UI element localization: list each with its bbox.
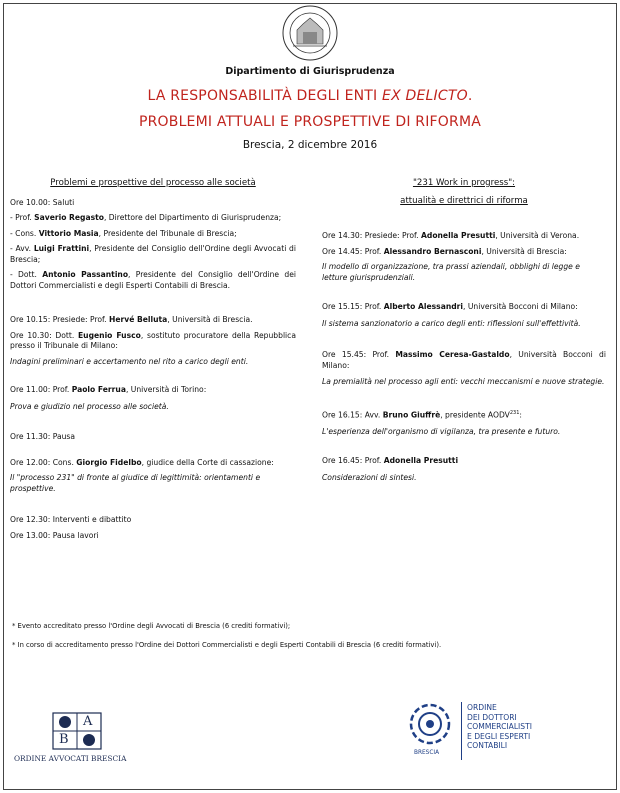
talk-topic: La premialità nel processo agli enti: vecchi meccanismi e nuove strategie. [322,377,605,386]
program-item: Ore 15.15: Prof. Alberto Alessandri, Università Bocconi di Milano: [322,302,578,311]
program-item: Ore 10.00: Saluti [10,197,75,207]
talk-topic: Indagini preliminari e accertamento nel rito a carico degli enti. [10,356,249,366]
talk-topic: Il modello di organizzazione, tra prassi aziendali, obblighi di legge e letture giurisprudenziali. [322,262,580,282]
program-item: Ore 14.30: Presiede: Prof. Adonella Presutti, Università di Verona. [322,231,580,240]
odcec-emblem-icon [404,700,456,748]
afternoon-session [322,178,606,483]
program-item: Ore 10.15: Presiede: Prof. Hervé Belluta, Università di Brescia. [10,315,253,324]
talk-topic: Il "processo 231" di fronte al giudice di legittimità: orientamenti e prospettive. [10,473,261,493]
program-item: Ore 12.30: Interventi e dibattito [10,515,132,524]
program-item: Ore 12.00: Cons. Giorgio Fidelbo, giudice della Corte di cassazione: [10,457,274,467]
afternoon-heading-2: attualità e direttrici di riforma [400,195,528,206]
event-title-line1: LA RESPONSABILITÀ DEGLI ENTI EX DELICTO. [147,88,473,104]
avvocati-letter-a: A [83,714,93,729]
department-name: Dipartimento di Giurisprudenza [225,66,395,77]
talk-topic: Considerazioni di sintesi. [322,472,417,482]
ordine-avvocati-caption: ORDINE AVVOCATI BRESCIA [14,754,127,763]
odcec-name: ORDINE DEI DOTTORI COMMERCIALISTI E DEGLI ESPERTI CONTABILI [467,703,532,750]
odcec-divider [461,702,462,760]
talk-topic: Prova e giudizio nel processo alle società. [10,401,169,411]
accreditation-note-2: * In corso di accreditamento presso l'Ordine dei Dottori Commercialisti e degli Esperti Contabili di Brescia (6 crediti formativi). [12,641,442,649]
morning-session [10,178,296,541]
program-item: Ore 11.30: Pausa [10,432,76,441]
talk-topic: L'esperienza dell'organismo di vigilanza, tra presente e futuro. [322,426,561,436]
program-item: Ore 16.45: Prof. Adonella Presutti [322,456,459,466]
university-seal-logo [281,4,339,62]
program-item: - Cons. Vittorio Masia, Presidente del Tribunale di Brescia; [10,228,237,238]
morning-heading: Problemi e prospettive del processo alle società [50,178,256,188]
event-title-line2: PROBLEMI ATTUALI E PROSPETTIVE DI RIFORMA [138,114,482,130]
program-item: - Avv. Luigi Frattini, Presidente del Consiglio dell'Ordine degli Avvocati di Brescia; [10,244,296,264]
accreditation-note-1: * Evento accreditato presso l'Ordine degli Avvocati di Brescia (6 crediti formativi); [12,622,291,630]
avvocati-letter-b: B [59,732,69,747]
ordine-avvocati-logo [52,712,102,750]
afternoon-heading-1: "231 Work in progress": [412,178,516,188]
program-item: Ore 10.30: Dott. Eugenio Fusco, sostituto procuratore della Repubblica presso il Tribunale di Milano: [10,330,296,350]
program-item: Ore 14.45: Prof. Alessandro Bernasconi, Università di Brescia: [322,246,567,256]
program-item: Ore 13.00: Pausa lavori [10,530,99,540]
program-item: Ore 16.15: Avv. Bruno Giuffrè, presidente AODV$^{231}$: [322,409,522,420]
program-item: - Dott. Antonio Passantino, Presidente del Consiglio dell'Ordine dei Dottori Commercialisti e degli Esperti Contabili di Brescia. [10,270,296,290]
program-item: Ore 15.45: Prof. Massimo Ceresa-Gastaldo, Università Bocconi di Milano: [322,350,606,370]
odcec-city: BRESCIA [414,750,440,756]
event-date: Brescia, 2 dicembre 2016 [242,139,378,151]
program-item: - Prof. Saverio Regasto, Direttore del Dipartimento di Giurisprudenza; [10,213,282,222]
program-item: Ore 11.00: Prof. Paolo Ferrua, Università di Torino: [10,385,207,394]
talk-topic: Il sistema sanzionatorio a carico degli enti: riflessioni sull'effettività. [322,318,581,328]
